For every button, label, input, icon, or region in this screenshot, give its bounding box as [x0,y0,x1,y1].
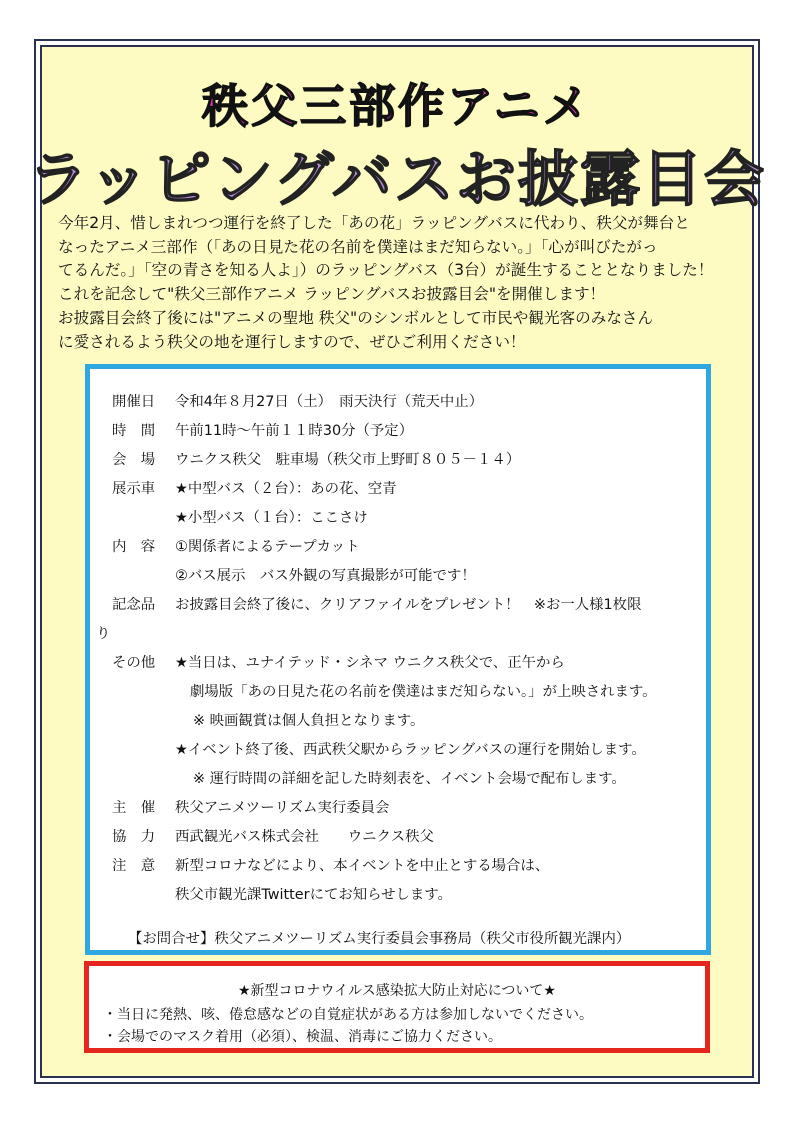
intro-line: に愛されるよう秩父の地を運行しますので、ぜひご利用ください！ [58,332,526,351]
bus-value-medium: ★中型バス（２台）：あの花、空青 [175,481,397,497]
note-value-1: 新型コロナなどにより、本イベントを中止とする場合は、 [175,858,550,874]
intro-text [58,212,758,354]
covid-notice-box [84,961,710,1053]
gift-value: お披露目会終了後に、クリアファイルをプレゼント！ ※お一人様1枚限 [175,597,642,613]
other-value-5: ※ 運行時間の詳細を記した時刻表を、イベント会場で配布します。 [193,771,626,787]
other-value-2: 劇場版「あの日見た花の名前を僕達はまだ知らない。」が上映されます。 [190,684,657,700]
intro-line: なったアニメ三部作（「あの日見た花の名前を僕達はまだ知らない。」「心が叫びたがっ [58,237,658,256]
title-line-2: ラッピングバスお披露目会 [28,145,766,215]
host-label: 主 催 [112,800,156,816]
note-label: 注 意 [112,858,156,874]
gift-value-continued: り [96,626,111,642]
note-value-2: 秩父市観光課Twitterにてお知らせします。 [175,887,452,903]
content-value-2: ②バス展示 バス外観の写真撮影が可能です！ [175,568,476,584]
host-value: 秩父アニメツーリズム実行委員会 [175,800,390,816]
date-label: 開催日 [112,394,156,410]
title-line-1: 秩父三部作アニメ [202,79,592,133]
notice-line-2: ・会場でのマスク着用（必須）、検温、消毒にご協力ください。 [103,1029,502,1045]
content-value-1: ①関係者によるテープカット [175,539,360,555]
intro-line: お披露目会終了後には"アニメの聖地 秩父"のシンボルとして市民や観光客のみなさん [58,308,654,327]
gift-label: 記念品 [112,597,156,613]
cooperation-value: 西武観光バス株式会社 ウニクス秩父 [175,829,434,845]
intro-line: これを記念して"秩父三部作アニメ ラッピングバスお披露目会"を開催します！ [58,285,606,304]
venue-label: 会 場 [112,452,156,468]
date-value: 令和4年８月27日（土） 雨天決行（荒天中止） [175,394,484,410]
bus-label: 展示車 [112,481,156,497]
venue-value: ウニクス秩父 駐車場（秩父市上野町８０５－１４） [175,452,521,468]
time-label: 時 間 [112,423,156,439]
bus-value-small: ★小型バス（１台）：ここさけ [175,510,368,526]
inquiry-text: 【お問合せ】秩父アニメツーリズム実行委員会事務局（秩父市役所観光課内） [128,931,631,947]
intro-line: てるんだ。」「空の青さを知る人よ」）のラッピングバス（3台）が誕生することとなりました！ [58,261,714,280]
notice-title: ★新型コロナウイルス感染拡大防止対応について★ [238,983,556,999]
cooperation-label: 協 力 [112,829,156,845]
other-value-4: ★イベント終了後、西武秩父駅からラッピングバスの運行を開始します。 [175,742,646,758]
time-value: 午前11時～午前１１時30分（予定） [175,423,414,439]
other-value-3: ※ 映画観賞は個人負担となります。 [193,713,425,729]
intro-line: 今年2月、惜しまれつつ運行を終了した「あの花」ラッピングバスに代わり、秩父が舞台と [58,214,690,232]
content-label: 内 容 [112,539,156,555]
other-value-1: ★当日は、ユナイテッド・シネマ ウニクス秩父で、正午から [175,655,565,671]
notice-line-1: ・当日に発熱、咳、倦怠感などの自覚症状がある方は参加しないでください。 [103,1007,593,1023]
other-label: その他 [112,655,156,671]
